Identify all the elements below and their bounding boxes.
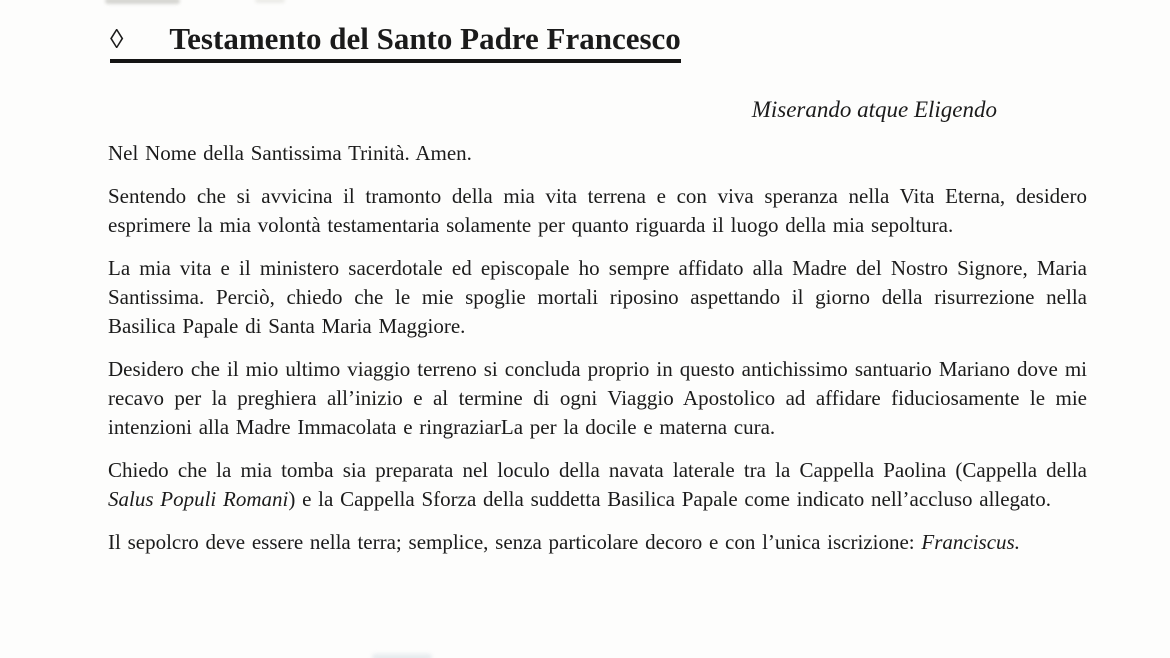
text-run: Sentendo che si avvicina il tramonto della mia vita terrena e con viva speranza nella Vita Eterna, desidero esprimere la mia volontà testamentaria solamente per quanto riguarda il luogo della mia sepoltura. <box>108 184 1087 237</box>
text-run: Desidero che il mio ultimo viaggio terreno si concluda proprio in questo antichissimo santuario Mariano dove mi recavo per la preghiera all’inizio e al termine di ogni Viaggio Apostolico ad affidare fiduciosamente le mie intenzioni alla Madre Immacolata e ringraziarLa per la docile e materna cura. <box>108 357 1087 439</box>
paragraph <box>108 254 1087 341</box>
document-body <box>108 139 1087 557</box>
episcopal-motto <box>108 95 1087 125</box>
paragraph <box>108 182 1087 240</box>
motto-text: Miserando atque Eligendo <box>751 97 997 122</box>
italic-text-run: Franciscus. <box>921 530 1020 554</box>
document-title-text: Testamento del Santo Padre Francesco <box>169 21 681 56</box>
paragraph <box>108 355 1087 442</box>
paragraph <box>108 456 1087 514</box>
paragraph <box>108 528 1087 557</box>
text-run: ) e la Cappella Sforza della suddetta Basilica Papale come indicato nell’accluso allegato. <box>288 487 1051 511</box>
document-title <box>110 22 1087 63</box>
text-run: Il sepolcro deve essere nella terra; semplice, senza particolare decoro e con l’unica iscrizione: <box>108 530 922 554</box>
page-top-scan-artifact-small <box>255 0 285 3</box>
title-underline <box>110 22 681 63</box>
italic-text-run: Salus Populi Romani <box>108 487 289 511</box>
text-run: La mia vita e il ministero sacerdotale ed episcopale ho sempre affidato alla Madre del Nostro Signore, Maria Santissima. Perciò, chiedo che le mie spoglie mortali riposino aspettando il giorno della risurrezione nella Basilica Papale di Santa Maria Maggiore. <box>108 256 1087 338</box>
text-run: Nel Nome della Santissima Trinità. Amen. <box>108 141 472 165</box>
page-top-scan-artifact <box>105 0 180 4</box>
diamond-bullet-icon: ◊ <box>110 24 124 54</box>
text-run: Chiedo che la mia tomba sia preparata nel loculo della navata laterale tra la Cappella Paolina (Cappella della <box>108 458 1087 482</box>
paragraph <box>108 139 1087 168</box>
page-bottom-scan-artifact <box>372 654 432 658</box>
